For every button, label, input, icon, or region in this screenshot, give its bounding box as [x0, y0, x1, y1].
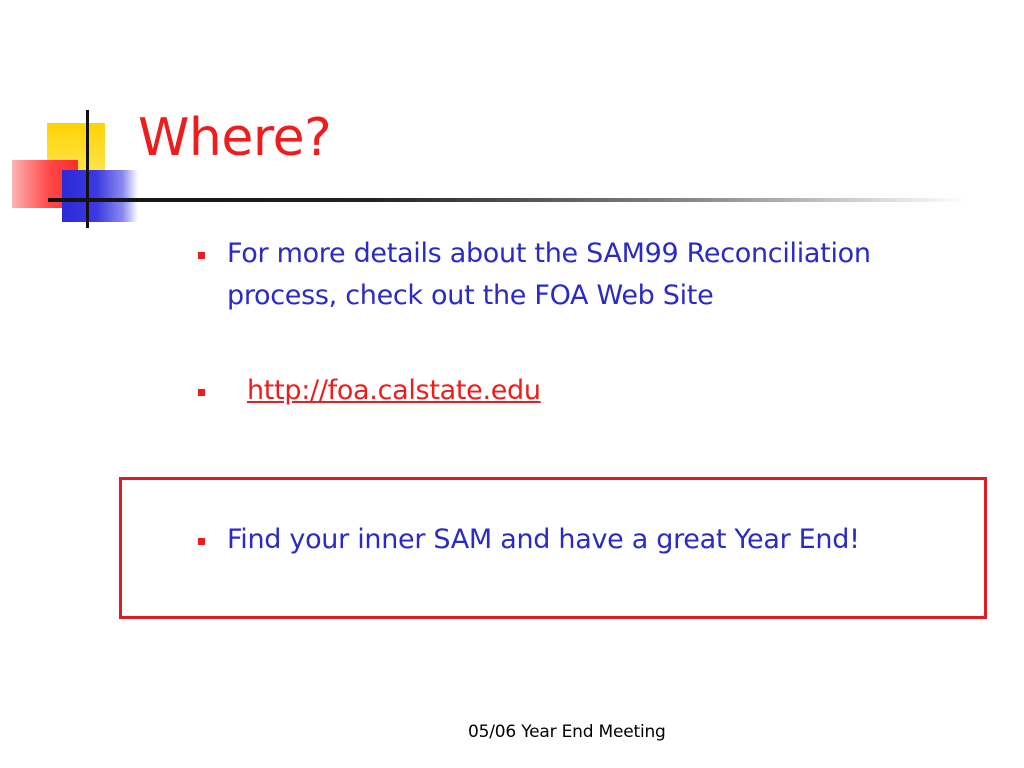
title-underline-rule	[48, 198, 968, 202]
callout-bullet-item	[198, 519, 860, 561]
bullet-square-icon	[198, 252, 205, 259]
bullet-text: For more details about the SAM99 Reconciliation process, check out the FOA Web Site	[227, 238, 871, 311]
decorative-vertical-line	[86, 110, 89, 228]
slide-title: Where?	[138, 108, 332, 168]
bullet-square-icon	[198, 538, 205, 545]
bullet-item	[198, 233, 978, 317]
foa-website-link[interactable]: http://foa.calstate.edu	[247, 375, 541, 406]
bullet-square-icon	[198, 389, 205, 396]
callout-text: Find your inner SAM and have a great Year End!	[227, 524, 860, 555]
bullet-item	[198, 370, 541, 412]
slide-footer: 05/06 Year End Meeting	[468, 722, 666, 742]
decorative-blue-square	[62, 170, 138, 222]
